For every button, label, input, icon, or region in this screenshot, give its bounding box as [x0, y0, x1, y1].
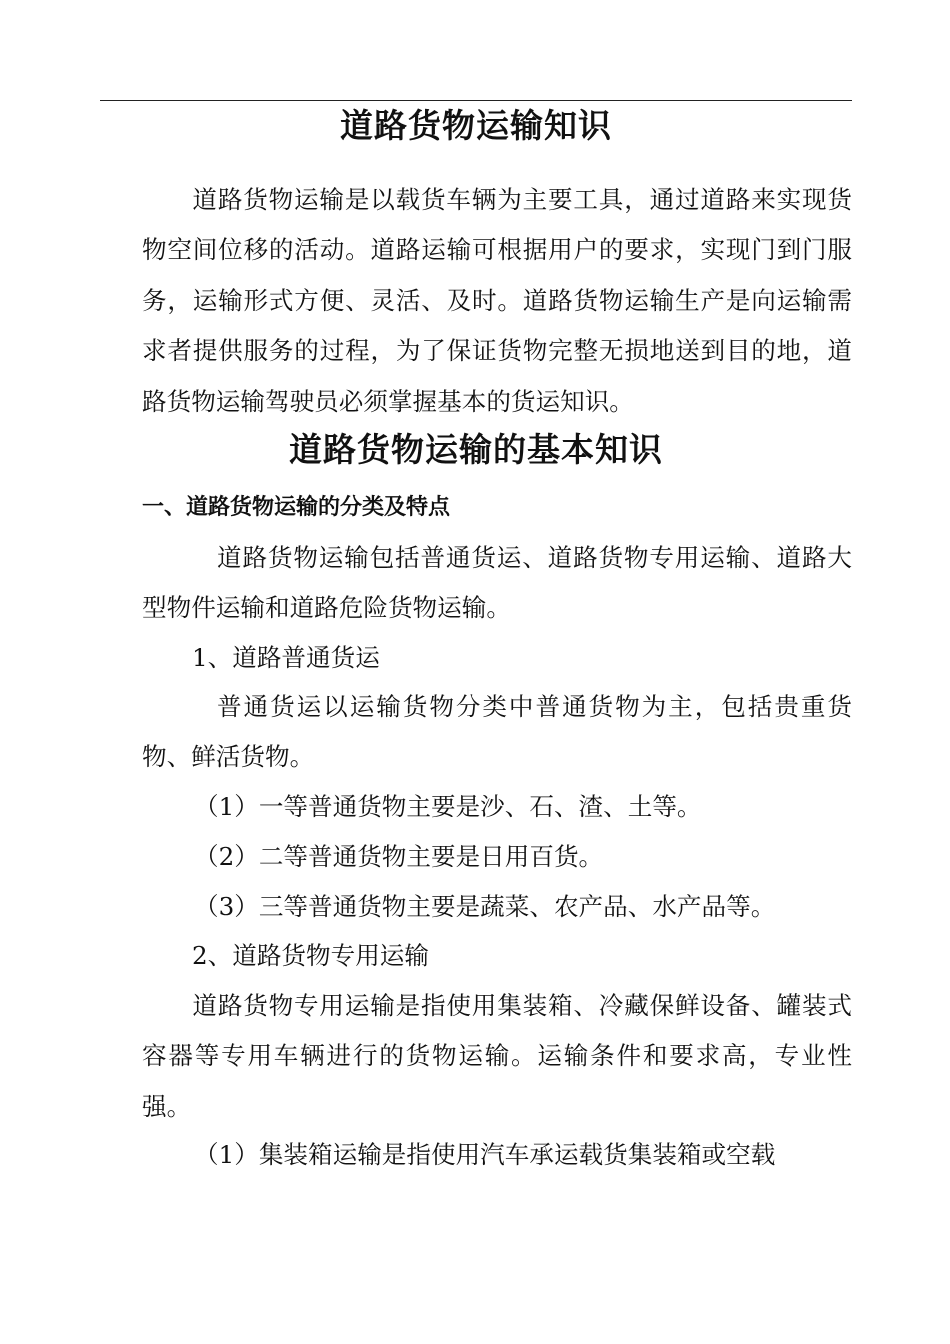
types-paragraph: 道路货物运输包括普通货运、道路货物专用运输、道路大型物件运输和道路危险货物运输。 [142, 543, 852, 623]
list-item: （1）一等普通货物主要是沙、石、渣、土等。 [194, 792, 702, 821]
heading-classification: 一、道路货物运输的分类及特点 [142, 495, 451, 520]
list-item: （3）三等普通货物主要是蔬菜、农产品、水产品等。 [194, 892, 776, 921]
section-title: 道路货物运输的基本知识 [289, 430, 663, 469]
special-freight-paragraph: 道路货物专用运输是指使用集装箱、冷藏保鲜设备、罐装式容器等专用车辆进行的货物运输。运输条件和要求高，专业性强。 [142, 991, 852, 1121]
list-item: （2）二等普通货物主要是日用百货。 [194, 842, 604, 871]
subheading-special-freight: 2、道路货物专用运输 [192, 941, 429, 970]
list-item: （1）集装箱运输是指使用汽车承运载货集装箱或空载 [194, 1140, 776, 1169]
general-freight-paragraph: 普通货运以运输货物分类中普通货物为主，包括贵重货物、鲜活货物。 [142, 692, 852, 772]
intro-paragraph: 道路货物运输是以载货车辆为主要工具，通过道路来实现货物空间位移的活动。道路运输可根据用户的要求，实现门到门服务，运输形式方便、灵活、及时。道路货物运输生产是向运输需求者提供服务的过程，为了保证货物完整无损地送到目的地，道路货物运输驾驶员必须掌握基本的货运知识。 [142, 185, 852, 416]
subheading-general-freight: 1、道路普通货运 [192, 643, 380, 672]
document-title: 道路货物运输知识 [340, 106, 612, 145]
